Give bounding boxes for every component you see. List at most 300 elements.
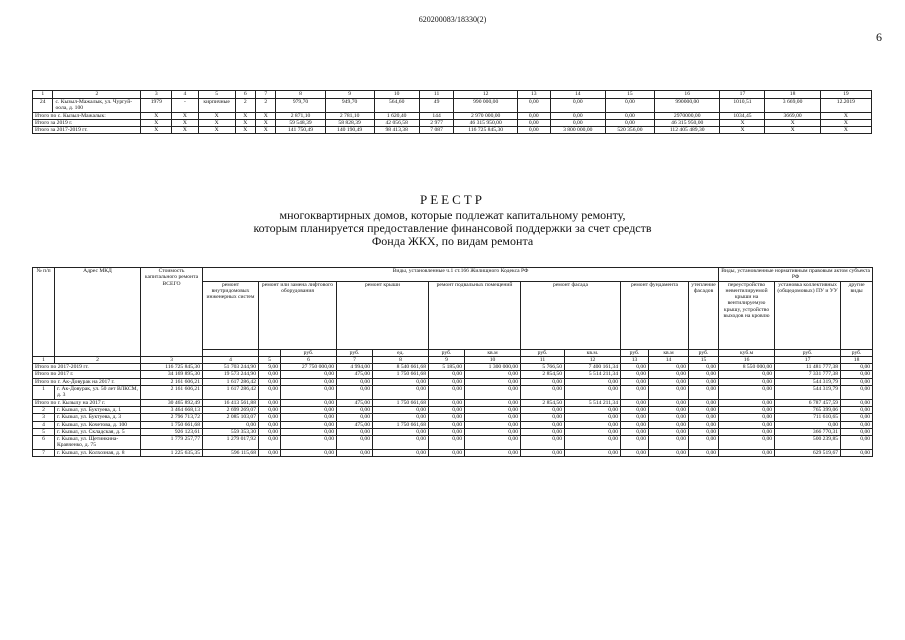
row-number: 4	[33, 421, 55, 428]
table-cell: X	[720, 127, 765, 134]
table-cell: X	[235, 127, 255, 134]
column-number: 16	[654, 91, 719, 99]
column-number: 5	[198, 91, 235, 99]
table-cell: 990 000,00	[454, 99, 517, 113]
value-cell: 1 225 635,35	[141, 449, 203, 456]
table-cell: 0,00	[517, 119, 550, 126]
address-cell: г. Кызыл, ул. Складская, д. 5	[55, 428, 141, 435]
value-cell: 0,00	[841, 449, 873, 456]
value-cell: 0,00	[337, 436, 373, 450]
table-row	[33, 378, 873, 385]
value-cell: 0,00	[521, 378, 565, 385]
value-cell: 1 750 661,68	[141, 421, 203, 428]
table-cell: 979,70	[276, 99, 325, 113]
value-cell: 0,00	[775, 421, 841, 428]
value-cell: 0,00	[373, 414, 429, 421]
value-cell: 711 610,65	[775, 414, 841, 421]
value-cell: 0,00	[621, 406, 649, 413]
value-cell: 0,00	[565, 428, 621, 435]
document-id: 620200083/18330(2)	[418, 15, 487, 24]
table-cell: 3 800 000,00	[550, 127, 605, 134]
table-cell: X	[172, 112, 199, 119]
column-number: 18	[765, 91, 820, 99]
value-cell: 0,00	[621, 449, 649, 456]
value-cell: 0,00	[281, 449, 337, 456]
value-cell: 0,00	[373, 386, 429, 400]
table-row	[33, 364, 873, 371]
value-cell: 2 854,50	[521, 371, 565, 378]
value-cell: 1 300 000,00	[465, 364, 521, 371]
value-cell: 0,00	[429, 436, 465, 450]
table-cell: 520 356,00	[605, 127, 654, 134]
value-cell: 0,00	[689, 399, 719, 406]
value-cell: 0,00	[337, 428, 373, 435]
header-basement: ремонт подвальных помещений	[429, 281, 521, 349]
table-cell: 49	[419, 99, 454, 113]
unit-label: руб.	[621, 349, 649, 356]
value-cell: 0,00	[689, 449, 719, 456]
row-label: Итого по г. Кызылу на 2017 г.	[33, 399, 141, 406]
column-number: 15	[605, 91, 654, 99]
value-cell: 366 770,31	[775, 428, 841, 435]
value-cell: 0,00	[841, 414, 873, 421]
top-summary-table	[32, 90, 872, 134]
value-cell: 0,00	[649, 378, 689, 385]
table-cell: с. Кызыл-Мажалык, ул. Чургуй-оола, д. 100	[53, 99, 141, 113]
row-label: Итого по г. Ак-Довурак на 2017 г.	[33, 378, 141, 385]
value-cell: 0,00	[429, 399, 465, 406]
value-cell: 0,00	[621, 436, 649, 450]
value-cell: 0,00	[429, 406, 465, 413]
value-cell: 0,00	[521, 414, 565, 421]
table-cell: 58 828,39	[325, 119, 374, 126]
value-cell: 0,00	[565, 421, 621, 428]
table-cell: X	[256, 112, 276, 119]
value-cell: 0,00	[429, 371, 465, 378]
table-cell: 564,60	[374, 99, 419, 113]
value-cell: 0,00	[259, 406, 281, 413]
value-cell: 0,00	[337, 449, 373, 456]
table-row	[33, 428, 873, 435]
value-cell: 8 540 661,68	[373, 364, 429, 371]
header-row-1	[33, 268, 873, 282]
column-number: 12	[454, 91, 517, 99]
value-cell: 5 766,50	[521, 364, 565, 371]
table-cell: 2 977	[419, 119, 454, 126]
value-cell: 475,00	[337, 399, 373, 406]
value-cell: 0,00	[565, 386, 621, 400]
value-cell: 2 085 103,07	[203, 414, 259, 421]
table-cell: 1034,45	[720, 112, 765, 119]
value-cell: 0,00	[373, 436, 429, 450]
table-cell: 1010,51	[720, 99, 765, 113]
row-label: Итого по 2017-2019 гг.	[33, 364, 141, 371]
value-cell: 0,00	[689, 406, 719, 413]
row-number: 1	[33, 386, 55, 400]
header-facade-insulation: утепление фасадов	[689, 281, 719, 349]
value-cell: 0,00	[259, 371, 281, 378]
unit-label: руб.	[689, 349, 719, 356]
table-cell: 2	[235, 99, 255, 113]
value-cell: 0,00	[621, 364, 649, 371]
value-cell: 0,00	[689, 414, 719, 421]
unit-label: кв.м.	[565, 349, 621, 356]
value-cell: 0,00	[259, 386, 281, 400]
unit-label: куб.м	[719, 349, 775, 356]
value-cell: 0,00	[719, 414, 775, 421]
table-cell: 42 056,58	[374, 119, 419, 126]
value-cell: 0,00	[621, 428, 649, 435]
value-cell: 0,00	[259, 449, 281, 456]
value-cell: 0,00	[281, 406, 337, 413]
header-foundation: ремонт фундамента	[621, 281, 689, 349]
table-cell: 0,00	[517, 112, 550, 119]
unit-label: кв.м	[465, 349, 521, 356]
column-number: 11	[419, 91, 454, 99]
value-cell: 0,00	[337, 406, 373, 413]
value-cell: 0,00	[465, 449, 521, 456]
table-cell: 24	[33, 99, 53, 113]
value-cell: 0,00	[621, 386, 649, 400]
registry-title: РЕЕСТР	[420, 192, 485, 207]
value-cell: 500 239,85	[775, 436, 841, 450]
table-row	[33, 99, 872, 113]
value-cell: 0,00	[465, 436, 521, 450]
table-cell: 0,00	[550, 112, 605, 119]
value-cell: 0,00	[621, 421, 649, 428]
value-cell: 0,00	[841, 406, 873, 413]
value-cell: 0,00	[337, 386, 373, 400]
header-total-cost: Стоимость капитального ремонта ВСЕГО	[141, 268, 203, 357]
value-cell: 0,00	[259, 428, 281, 435]
value-cell: 0,00	[719, 436, 775, 450]
value-cell: 0,00	[649, 386, 689, 400]
value-cell: 0,00	[621, 378, 649, 385]
value-cell: 9,00	[259, 364, 281, 371]
registry-subtitle	[0, 209, 905, 248]
table-cell: 1979	[141, 99, 172, 113]
column-number: 1	[33, 91, 53, 99]
table-cell: X	[820, 127, 871, 134]
table-cell: 3 669,00	[765, 99, 820, 113]
row-number: 7	[33, 449, 55, 456]
table-cell: 0,00	[517, 99, 550, 113]
table-row	[33, 112, 872, 119]
column-number: 2	[55, 356, 141, 363]
address-cell: г. Кызыл, ул. Щетинкина-Кравченко, д. 75	[55, 436, 141, 450]
value-cell: 0,00	[337, 414, 373, 421]
value-cell: 0,00	[841, 371, 873, 378]
column-number: 16	[719, 356, 775, 363]
table-row	[33, 421, 873, 428]
value-cell: 0,00	[429, 428, 465, 435]
column-number: 6	[281, 356, 337, 363]
unit-label: ед.	[373, 349, 429, 356]
value-cell: 0,00	[465, 399, 521, 406]
column-number: 5	[259, 356, 281, 363]
table-cell: 46 315 950,00	[454, 119, 517, 126]
value-cell: 0,00	[689, 436, 719, 450]
value-cell: 0,00	[689, 371, 719, 378]
column-number: 7	[337, 356, 373, 363]
table-row	[33, 436, 873, 450]
header-other: другие виды	[841, 281, 873, 349]
value-cell: 0,00	[621, 399, 649, 406]
table-cell: 98 413,38	[374, 127, 419, 134]
table-cell: 0,00	[550, 99, 605, 113]
value-cell: 0,00	[281, 414, 337, 421]
table-cell: X	[720, 119, 765, 126]
address-cell: г. Кызыл, ул. Буктуева, д. 1	[55, 406, 141, 413]
value-cell: 0,00	[281, 436, 337, 450]
value-cell: 0,00	[621, 414, 649, 421]
column-number: 15	[689, 356, 719, 363]
top-table-column-numbers	[33, 91, 872, 99]
value-cell: 1 779 257,77	[141, 436, 203, 450]
value-cell: 0,00	[719, 378, 775, 385]
value-cell: 0,00	[719, 406, 775, 413]
value-cell: 0,00	[521, 406, 565, 413]
table-cell: 1 620,40	[374, 112, 419, 119]
column-number: 3	[141, 356, 203, 363]
column-number: 10	[374, 91, 419, 99]
table-cell: 144	[419, 112, 454, 119]
table-cell: 12.2019	[820, 99, 871, 113]
value-cell: 0,00	[719, 371, 775, 378]
value-cell: 765 399,06	[775, 406, 841, 413]
value-cell: 0,00	[465, 414, 521, 421]
table-cell: 3669,00	[765, 112, 820, 119]
row-number: 6	[33, 436, 55, 450]
value-cell: 0,00	[281, 428, 337, 435]
empty-cell	[203, 349, 259, 356]
value-cell: 926 123,61	[141, 428, 203, 435]
row-number: 3	[33, 414, 55, 421]
value-cell: 0,00	[203, 421, 259, 428]
value-cell: 0,00	[649, 371, 689, 378]
table-row	[33, 399, 873, 406]
value-cell: 0,00	[565, 414, 621, 421]
table-row	[33, 371, 873, 378]
unit-label: кв.м	[649, 349, 689, 356]
column-number: 17	[775, 356, 841, 363]
table-cell: 2 871,10	[276, 112, 325, 119]
column-number: 6	[235, 91, 255, 99]
value-cell: 0,00	[373, 428, 429, 435]
column-number: 1	[33, 356, 55, 363]
value-cell: 596 115,68	[203, 449, 259, 456]
value-cell: 0,00	[689, 386, 719, 400]
table-cell: 0,00	[517, 127, 550, 134]
table-cell: X	[198, 127, 235, 134]
value-cell: 0,00	[373, 406, 429, 413]
table-row	[33, 386, 873, 400]
table-cell: X	[765, 127, 820, 134]
value-cell: 0,00	[565, 449, 621, 456]
value-cell: 0,00	[689, 364, 719, 371]
value-cell: 0,00	[521, 386, 565, 400]
header-facade: ремонт фасада	[521, 281, 621, 349]
table-cell: 141 750,49	[276, 127, 325, 134]
value-cell: 5 514 211,34	[565, 371, 621, 378]
value-cell: 0,00	[465, 406, 521, 413]
value-cell: 116 725 845,30	[141, 364, 203, 371]
value-cell: 0,00	[521, 428, 565, 435]
value-cell: 0,00	[565, 378, 621, 385]
column-number: 9	[429, 356, 465, 363]
value-cell: 0,00	[521, 436, 565, 450]
value-cell: 2 854,50	[521, 399, 565, 406]
value-cell: 0,00	[649, 449, 689, 456]
value-cell: 629 519,67	[775, 449, 841, 456]
value-cell: 0,00	[841, 421, 873, 428]
value-cell: 0,00	[841, 378, 873, 385]
value-cell: 7 400 161,34	[565, 364, 621, 371]
value-cell: 0,00	[719, 449, 775, 456]
column-number: 8	[373, 356, 429, 363]
value-cell: 1 750 661,68	[373, 399, 429, 406]
row-label: Итого за 2019 г.	[33, 119, 141, 126]
value-cell: 0,00	[373, 449, 429, 456]
value-cell: 0,00	[649, 421, 689, 428]
unit-label: руб.	[521, 349, 565, 356]
value-cell: 0,00	[521, 449, 565, 456]
table-cell: 116 725 845,30	[454, 127, 517, 134]
table-cell: 0,00	[605, 99, 654, 113]
row-label: Итого по с. Кызыл-Мажалык:	[33, 112, 141, 119]
address-cell: г. Кызыл, ул. Кочетова, д. 100	[55, 421, 141, 428]
value-cell: 0,00	[689, 421, 719, 428]
value-cell: 0,00	[373, 378, 429, 385]
address-cell: г. Кызыл, ул. Колхозная, д. 8	[55, 449, 141, 456]
column-number: 11	[521, 356, 565, 363]
value-cell: 0,00	[649, 364, 689, 371]
header-roof: ремонт крыши	[337, 281, 429, 349]
table-cell: 949,70	[325, 99, 374, 113]
value-cell: 0,00	[521, 421, 565, 428]
value-cell: 34 169 895,30	[141, 371, 203, 378]
value-cell: 51 703 244,90	[203, 364, 259, 371]
header-meters: установка коллективных (общедомовых) ПУ и УУ	[775, 281, 841, 349]
value-cell: 0,00	[689, 428, 719, 435]
table-row	[33, 127, 872, 134]
value-cell: 0,00	[465, 378, 521, 385]
row-number: 5	[33, 428, 55, 435]
page-number: 6	[876, 30, 882, 44]
value-cell: 0,00	[429, 421, 465, 428]
subtitle-line-2: которым планируется предоставление финансовой поддержки за счет средств	[253, 221, 652, 235]
value-cell: 2 796 713,72	[141, 414, 203, 421]
table-cell: X	[141, 119, 172, 126]
value-cell: 0,00	[689, 378, 719, 385]
table-cell: X	[198, 119, 235, 126]
header-code-types: Виды, установленные ч.1 ст.166 Жилищного Кодекса РФ	[203, 268, 719, 282]
value-cell: 5 185,00	[429, 364, 465, 371]
table-cell: X	[141, 112, 172, 119]
table-cell: 46 315 950,00	[654, 119, 719, 126]
column-number: 3	[141, 91, 172, 99]
column-number: 9	[325, 91, 374, 99]
value-cell: 0,00	[465, 386, 521, 400]
value-cell: 0,00	[841, 436, 873, 450]
table-cell: 0,00	[605, 119, 654, 126]
value-cell: 3 464 668,13	[141, 406, 203, 413]
value-cell: 2 161 606,21	[141, 386, 203, 400]
value-cell: 11 481 777,38	[775, 364, 841, 371]
value-cell: 0,00	[281, 399, 337, 406]
row-label: Итого за 2017-2019 гг.	[33, 127, 141, 134]
table-cell: X	[256, 119, 276, 126]
table-cell: 59 548,39	[276, 119, 325, 126]
table-cell: X	[172, 127, 199, 134]
column-number: 4	[172, 91, 199, 99]
value-cell: 0,00	[649, 414, 689, 421]
value-cell: 0,00	[719, 399, 775, 406]
table-cell: X	[820, 112, 871, 119]
value-cell: 6 787 457,59	[775, 399, 841, 406]
value-cell: 544 319,79	[775, 386, 841, 400]
value-cell: 0,00	[841, 386, 873, 400]
value-cell: 19 573 244,90	[203, 371, 259, 378]
value-cell: 0,00	[649, 399, 689, 406]
column-number: 18	[841, 356, 873, 363]
table-cell: кирпичные	[198, 99, 235, 113]
column-number: 17	[720, 91, 765, 99]
value-cell: 30 465 892,49	[141, 399, 203, 406]
table-cell: 140 190,49	[325, 127, 374, 134]
column-number: 14	[649, 356, 689, 363]
column-number: 14	[550, 91, 605, 99]
value-cell: 0,00	[337, 378, 373, 385]
value-cell: 27 750 000,00	[281, 364, 337, 371]
value-cell: 0,00	[259, 378, 281, 385]
address-cell: г. Кызыл, ул. Буктуева, д. 3	[55, 414, 141, 421]
value-cell: 1 617 286,42	[203, 386, 259, 400]
table-cell: 2 781,10	[325, 112, 374, 119]
column-number: 10	[465, 356, 521, 363]
value-cell: 0,00	[259, 399, 281, 406]
table-cell: 2970000,00	[654, 112, 719, 119]
value-cell: 0,00	[429, 378, 465, 385]
subtitle-line-1: многоквартирных домов, которые подлежат капитальному ремонту,	[279, 208, 626, 222]
table-cell: 7 087	[419, 127, 454, 134]
value-cell: 0,00	[465, 428, 521, 435]
column-number: 4	[203, 356, 259, 363]
value-cell: 0,00	[649, 436, 689, 450]
column-number: 12	[565, 356, 621, 363]
table-cell: X	[172, 119, 199, 126]
column-number: 13	[517, 91, 550, 99]
table-cell: X	[235, 112, 255, 119]
table-row	[33, 119, 872, 126]
table-cell: X	[765, 119, 820, 126]
value-cell: 0,00	[281, 371, 337, 378]
value-cell: 0,00	[621, 371, 649, 378]
table-cell: 112 405 489,30	[654, 127, 719, 134]
table-row	[33, 449, 873, 456]
column-number: 7	[256, 91, 276, 99]
value-cell: 8 550 000,00	[719, 364, 775, 371]
unit-label: руб.	[775, 349, 841, 356]
value-cell: 0,00	[281, 386, 337, 400]
value-cell: 0,00	[259, 421, 281, 428]
unit-label: руб.	[337, 349, 373, 356]
value-cell: 0,00	[429, 449, 465, 456]
value-cell: 1 279 017,92	[203, 436, 259, 450]
value-cell: 4 994,00	[337, 364, 373, 371]
table-cell: X	[256, 127, 276, 134]
table-cell: 990000,00	[654, 99, 719, 113]
